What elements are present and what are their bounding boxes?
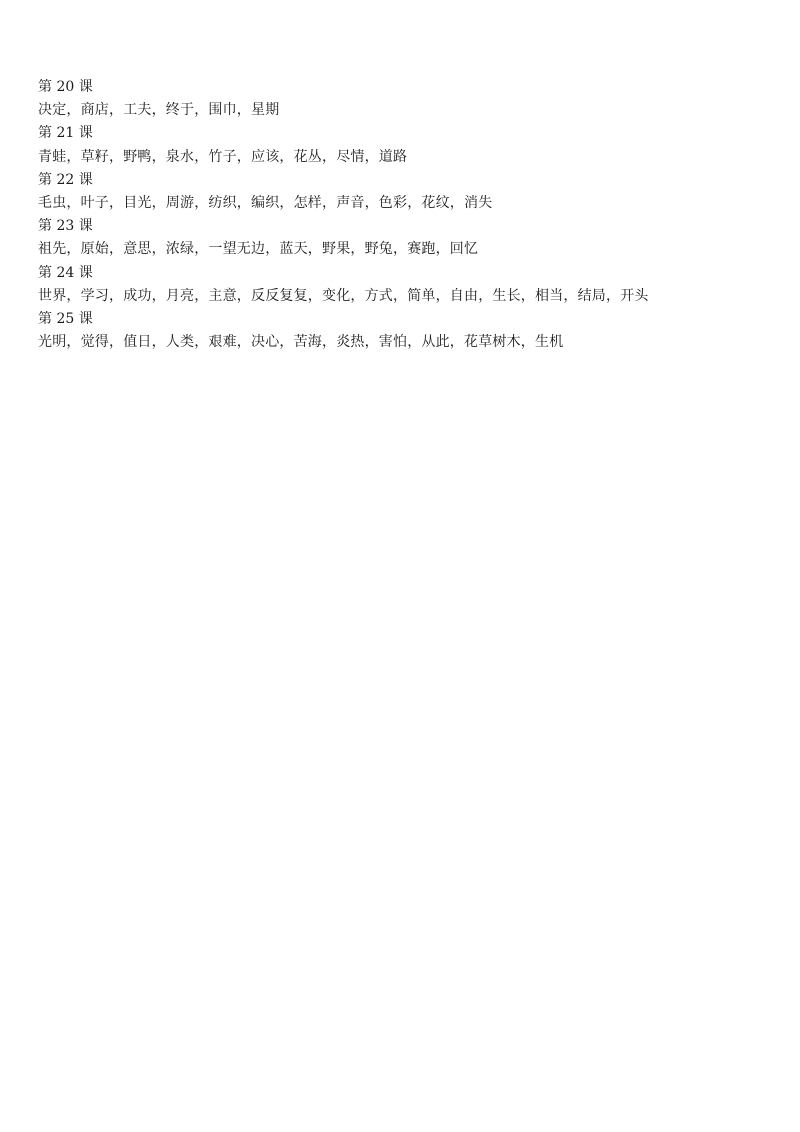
lesson-title: 第 24 课 xyxy=(38,264,93,281)
lesson-21 xyxy=(38,122,778,168)
lesson-word-list: 祖先，原始，意思，浓绿，一望无边，蓝天，野果，野兔，赛跑，回忆 xyxy=(38,241,479,258)
lesson-25 xyxy=(38,308,778,354)
lesson-20 xyxy=(38,76,778,122)
lesson-title: 第 25 课 xyxy=(38,310,93,327)
lesson-24 xyxy=(38,262,778,308)
lesson-title: 第 21 课 xyxy=(38,125,93,142)
lesson-23 xyxy=(38,215,778,261)
lesson-word-list: 决定，商店，工夫，终于，围巾，星期 xyxy=(38,102,280,119)
lesson-word-list: 青蛙，草籽，野鸭，泉水，竹子，应该，花丛，尽情，道路 xyxy=(38,148,408,165)
lesson-22 xyxy=(38,169,778,215)
document-page xyxy=(38,76,778,354)
lesson-word-list: 毛虫，叶子，目光，周游，纺织，编织，怎样，声音，色彩，花纹，消失 xyxy=(38,194,493,211)
lesson-title: 第 23 课 xyxy=(38,218,93,235)
lesson-title: 第 20 课 xyxy=(38,79,93,95)
lesson-title: 第 22 课 xyxy=(38,171,93,188)
lesson-word-list: 光明，觉得，值日，人类，艰难，决心，苦海，炎热，害怕，从此，花草树木，生机 xyxy=(38,334,564,351)
lesson-word-list: 世界，学习，成功，月亮，主意，反反复复，变化，方式，简单，自由，生长，相当，结局，开头 xyxy=(38,287,649,304)
